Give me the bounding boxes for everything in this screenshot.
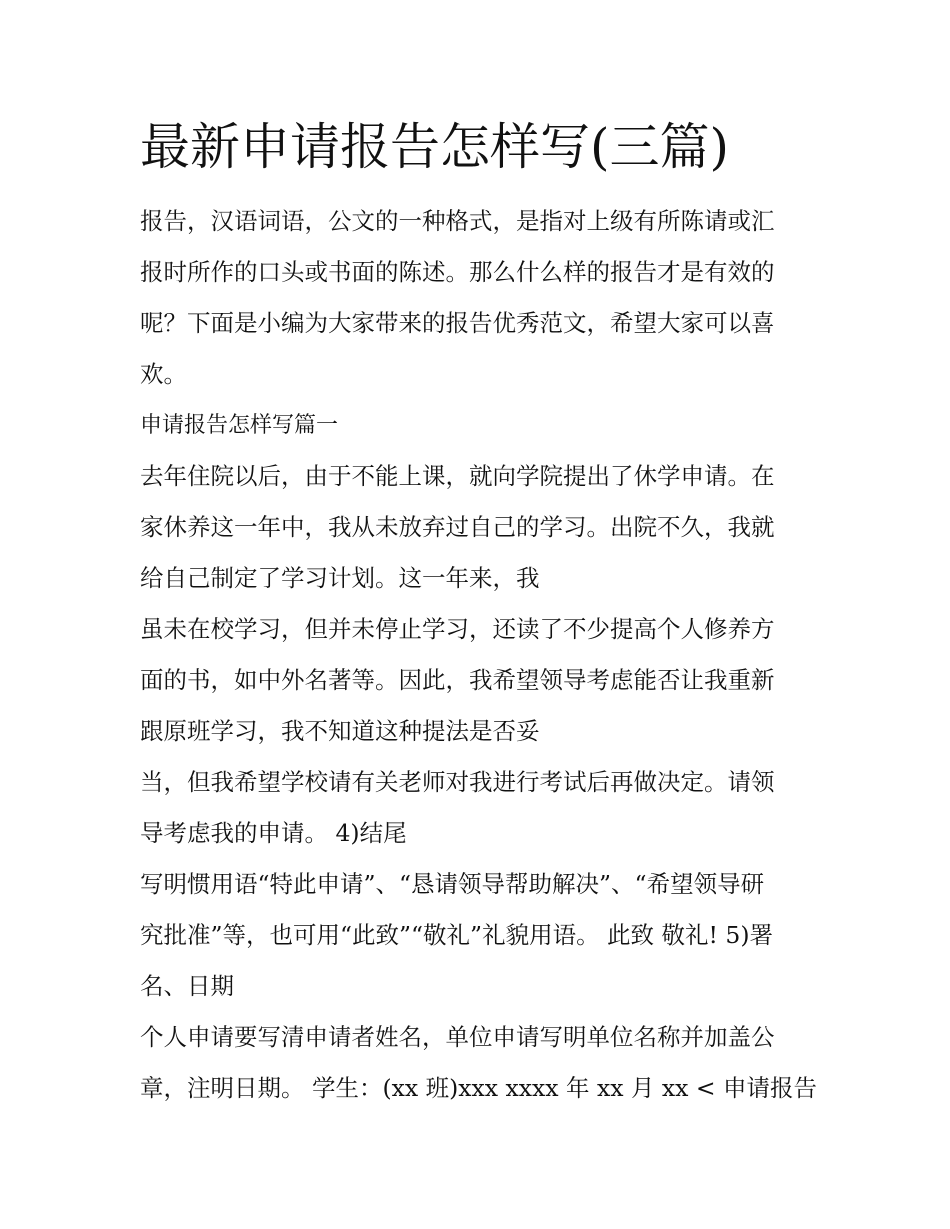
- paragraph-line: 给自己制定了学习计划。这一年来，我: [140, 564, 540, 592]
- paragraph-line: 报告，汉语词语，公文的一种格式，是指对上级有所陈请或汇: [140, 207, 775, 235]
- paragraph-line: 当，但我希望学校请有关老师对我进行考试后再做决定。请领: [140, 768, 775, 796]
- paragraph-line: 去年住院以后，由于不能上课，就向学院提出了休学申请。在: [140, 462, 775, 490]
- paragraph-line: 个人申请要写清申请者姓名，单位申请写明单位名称并加盖公: [140, 1023, 775, 1051]
- document-body: [140, 196, 820, 1114]
- paragraph-line: 欢。: [140, 360, 187, 388]
- paragraph-line: 名、日期: [140, 972, 234, 1000]
- paragraph-line: 导考虑我的申请。 4)结尾: [140, 819, 407, 847]
- paragraph-line: 呢？下面是小编为大家带来的报告优秀范文，希望大家可以喜: [140, 309, 775, 337]
- paragraph-line: 面的书，如中外名著等。因此，我希望领导考虑能否让我重新: [140, 666, 775, 694]
- paragraph-line: 章，注明日期。 学生：(xx 班)xxx xxxx 年 xx 月 xx < 申请报告: [140, 1074, 818, 1102]
- paragraph-line: 跟原班学习，我不知道这种提法是否妥: [140, 717, 540, 745]
- document-title: 最新申请报告怎样写(三篇): [140, 118, 730, 176]
- paragraph-line: 究批准”等，也可用“此致”“敬礼”礼貌用语。 此致 敬礼! 5)署: [140, 921, 774, 949]
- paragraph-line: 虽未在校学习，但并未停止学习，还读了不少提高个人修养方: [140, 615, 775, 643]
- paragraph-line: 报时所作的口头或书面的陈述。那么什么样的报告才是有效的: [140, 258, 775, 286]
- paragraph-line: 家休养这一年中，我从未放弃过自己的学习。出院不久，我就: [140, 513, 775, 541]
- section-heading: 申请报告怎样写篇一: [140, 413, 339, 438]
- paragraph-line: 写明惯用语“特此申请”、“恳请领导帮助解决”、“希望领导研: [140, 870, 765, 898]
